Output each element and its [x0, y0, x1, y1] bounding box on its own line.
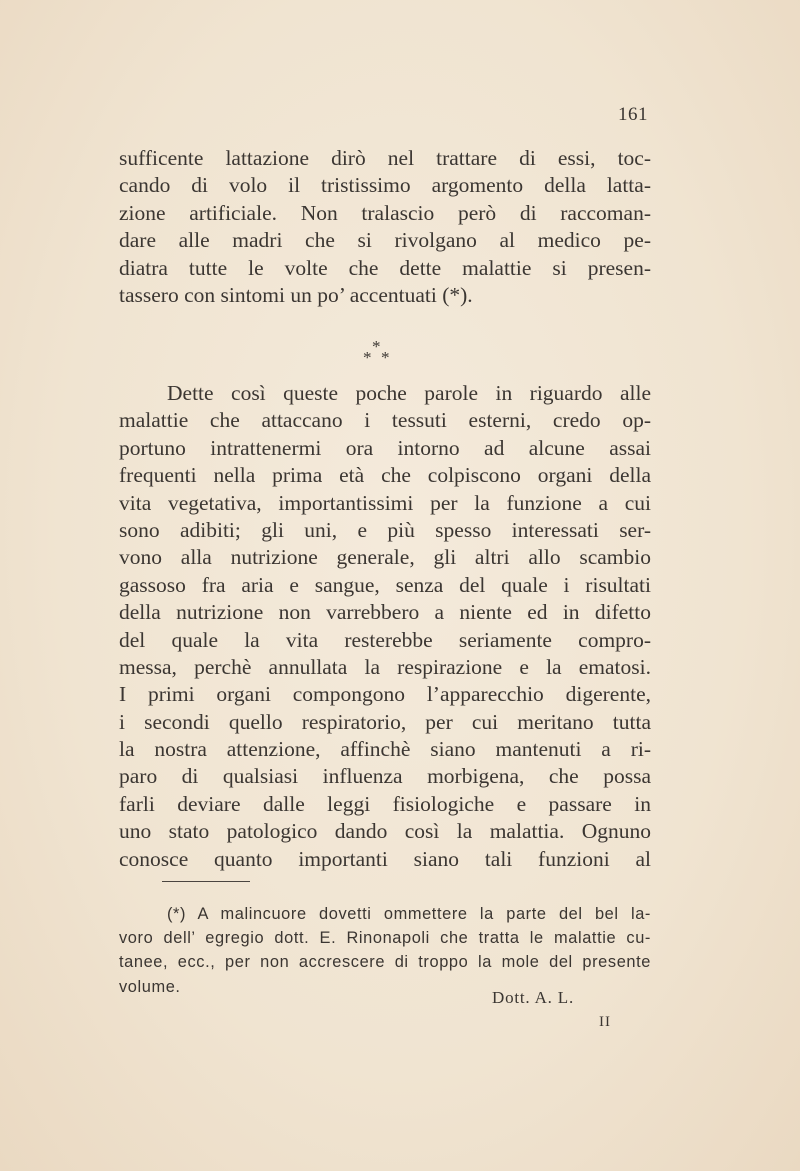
- text-line: Dette così queste poche parole in riguardo alle: [167, 381, 651, 405]
- paragraph-1: [119, 145, 651, 309]
- asterisk-icon: *: [372, 337, 381, 356]
- text-line: cando di volo il tristissimo argomento della latta-: [119, 173, 651, 198]
- text-line: vono alla nutrizione generale, gli altri allo scambio: [119, 545, 651, 570]
- text-line: paro di qualsiasi influenza morbigena, che possa: [119, 764, 651, 789]
- text-line: malattie che attaccano i tessuti esterni, credo op-: [119, 408, 651, 433]
- text-line: portuno intrattenermi ora intorno ad alcune assai: [119, 435, 651, 460]
- text-line: i secondi quello respiratorio, per cui meritano tutta: [119, 709, 651, 734]
- text-line: dare alle madri che si rivolgano al medico pe-: [119, 228, 651, 253]
- asterism-separator: [360, 338, 400, 368]
- text-line: la nostra attenzione, affinchè siano mantenuti a ri-: [119, 737, 651, 762]
- text-line: uno stato patologico dando così la malattia. Ognuno: [119, 819, 651, 844]
- text-line: farli deviare dalle leggi fisiologiche e passare in: [119, 791, 651, 816]
- text-line: tassero con sintomi un po’ accentuati (*).: [119, 282, 473, 307]
- text-line: messa, perchè annullata la respirazione e la ematosi.: [119, 654, 651, 679]
- text-line: conosce quanto importanti siano tali funzioni al: [119, 846, 651, 871]
- asterisk-icon: *: [381, 348, 390, 367]
- text-line: della nutrizione non varrebbero a niente ed in difetto: [119, 600, 651, 625]
- page-number: 161: [618, 104, 648, 125]
- text-line: frequenti nella prima età che colpiscono organi della: [119, 463, 651, 488]
- text-line: I primi organi compongono l’apparecchio digerente,: [119, 682, 651, 707]
- text-line: diatra tutte le volte che dette malattie si presen-: [119, 255, 651, 280]
- footnote-line: volume.: [119, 977, 181, 996]
- footnote: [119, 902, 651, 999]
- footnote-line: (*) A malincuore dovetti ommettere la parte del bel la-: [167, 905, 651, 923]
- asterisk-icon: *: [363, 348, 372, 367]
- text-line: del quale la vita resterebbe seriamente compro-: [119, 627, 651, 652]
- paragraph-2: [119, 380, 651, 873]
- footnote-signature: Dott. A. L.: [492, 988, 574, 1007]
- text-line: vita vegetativa, importantissimi per la funzione a cui: [119, 490, 651, 515]
- printer-signature-mark: II: [599, 1014, 611, 1030]
- text-line: sufficente lattazione dirò nel trattare di essi, toc-: [119, 146, 651, 170]
- text-line: gassoso fra aria e sangue, senza del quale i risultati: [119, 572, 651, 597]
- text-line: sono adibiti; gli uni, e più spesso interessati ser-: [119, 517, 651, 542]
- text-line: zione artificiale. Non tralascio però di raccoman-: [119, 200, 651, 225]
- footnote-line: voro dell’ egregio dott. E. Rinonapoli che tratta le malattie cu-: [119, 929, 651, 948]
- footnote-divider: [162, 881, 250, 882]
- footnote-line: tanee, ecc., per non accrescere di troppo la mole del presente: [119, 953, 651, 972]
